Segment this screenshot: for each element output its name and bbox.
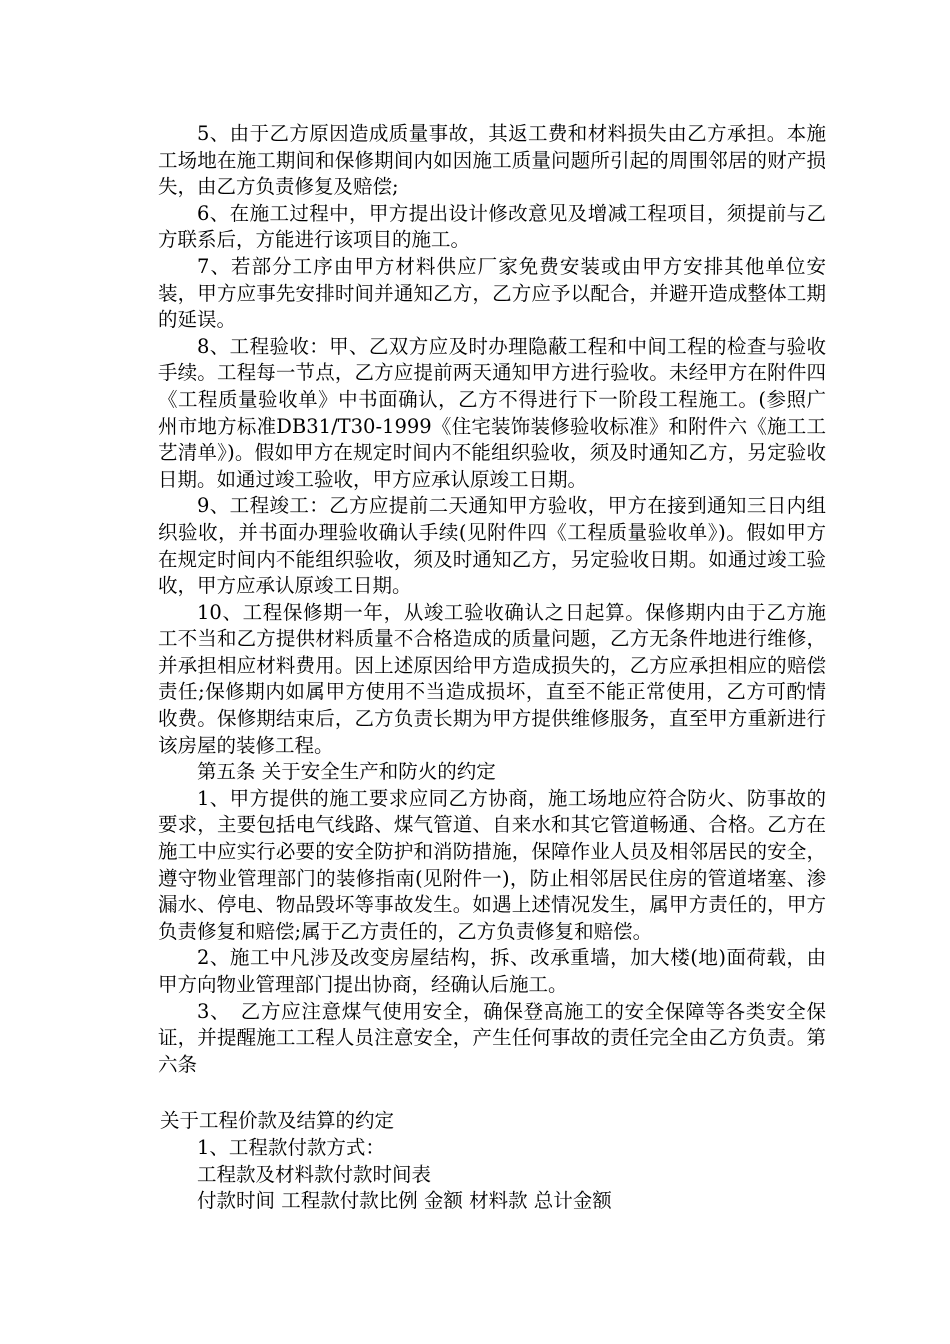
paragraph-item-10: 10、工程保修期一年，从竣工验收确认之日起算。保修期内由于乙方施工不当和乙方提供材料质量不合格造成的质量问题，乙方无条件地进行维修，并承担相应材料费用。因上述原因给甲方造成损失的，乙方应承担相应的赔偿责任;保修期内如属甲方使用不当造成损坏，直至不能正常使用，乙方可酌情收费。保修期结束后，乙方负责长期为甲方提供维修服务，直至甲方重新进行该房屋的装修工程。	[158, 600, 826, 757]
article-5-item-3: 3、 乙方应注意煤气使用安全，确保登高施工的安全保障等各类安全保证，并提醒施工工程人员注意安全，产生任何事故的责任完全由乙方负责。第六条	[158, 999, 826, 1076]
article-6-heading: 关于工程价款及结算的约定	[160, 1109, 395, 1133]
paragraph-item-8: 8、工程验收：甲、乙双方应及时办理隐蔽工程和中间工程的检查与验收手续。工程每一节点，乙方应提前两天通知甲方进行验收。未经甲方在附件四《工程质量验收单》中书面确认，乙方不得进行下一阶段工程施工。(参照广州市地方标准DB31/T30-1999《住宅装饰装修验收标准》和附件六《施工工艺清单》)。假如甲方在规定时间内不能组织验收，须及时通知乙方，另定验收日期。如通过竣工验收，甲方应承认原竣工日期。	[158, 334, 826, 491]
paragraph-item-9: 9、工程竣工：乙方应提前二天通知甲方验收，甲方在接到通知三日内组织验收，并书面办理验收确认手续(见附件四《工程质量验收单》)。假如甲方在规定时间内不能组织验收，须及时通知乙方，另定验收日期。如通过竣工验收，甲方应承认原竣工日期。	[158, 494, 826, 598]
paragraph-item-6: 6、在施工过程中，甲方提出设计修改意见及增减工程项目，须提前与乙方联系后，方能进行该项目的施工。	[158, 201, 826, 252]
article-5-item-2: 2、施工中凡涉及改变房屋结构，拆、改承重墙，加大楼(地)面荷载，由甲方向物业管理部门提出协商，经确认后施工。	[158, 946, 826, 996]
payment-method-line: 1、工程款付款方式：	[197, 1135, 385, 1159]
blank-gap	[158, 1078, 826, 1108]
article-5-item-1: 1、甲方提供的施工要求应同乙方协商，施工场地应符合防火、防事故的要求，主要包括电气线路、煤气管道、自来水和其它管道畅通、合格。乙方在施工中应实行必要的安全防护和消防措施，保障作业人员及相邻居民的安全，遵守物业管理部门的装修指南(见附件一)，防止相邻居民住房的管道堵塞、渗漏水、停电、物品毁坏等事故发生。如遇上述情况发生，属甲方责任的，甲方负责修复和赔偿;属于乙方责任的，乙方负责修复和赔偿。	[158, 786, 826, 943]
payment-schedule-title: 工程款及材料款付款时间表	[197, 1162, 432, 1186]
paragraph-item-5: 5、由于乙方原因造成质量事故，其返工费和材料损失由乙方承担。本施工场地在施工期间和保修期间内如因施工质量问题所引起的周围邻居的财产损失，由乙方负责修复及赔偿;	[158, 122, 826, 199]
document-body	[158, 121, 826, 1215]
paragraph-item-7: 7、若部分工序由甲方材料供应厂家免费安装或由甲方安排其他单位安装，甲方应事先安排时间并通知乙方，乙方应予以配合，并避开造成整体工期的延误。	[158, 254, 826, 332]
payment-table-header: 付款时间 工程款付款比例 金额 材料款 总计金额	[197, 1189, 612, 1213]
article-5-heading: 第五条 关于安全生产和防火的约定	[197, 760, 496, 784]
